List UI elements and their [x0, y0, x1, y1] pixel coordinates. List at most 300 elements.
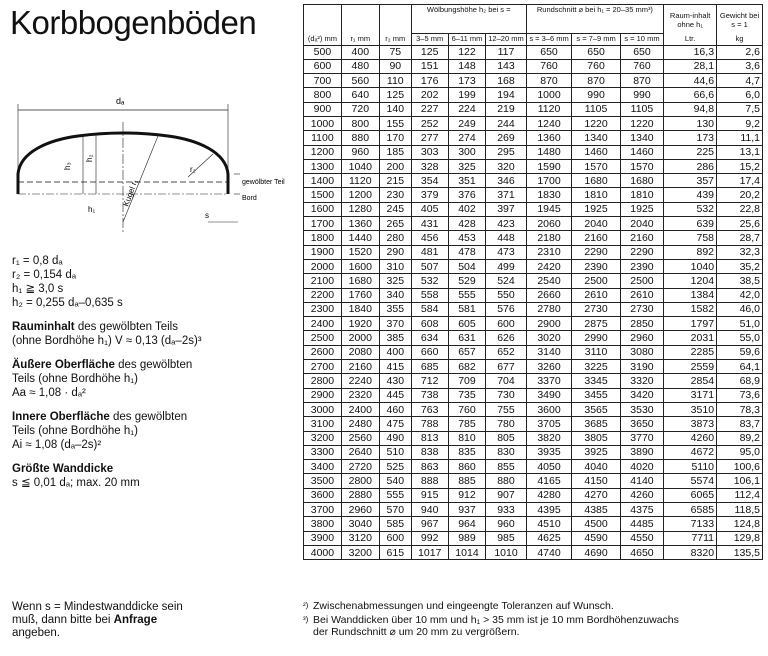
- table-cell: 13,1: [717, 145, 763, 159]
- table-cell: 117: [486, 45, 526, 59]
- table-row: [304, 288, 763, 302]
- table-cell: 431: [411, 217, 448, 231]
- table-cell: 448: [486, 231, 526, 245]
- header-r1: r₁ mm: [341, 5, 379, 46]
- table-cell: 677: [486, 360, 526, 374]
- table-cell: 1925: [620, 202, 664, 216]
- table-cell: 631: [448, 331, 486, 345]
- table-cell: 4740: [526, 545, 572, 559]
- table-row: [304, 460, 763, 474]
- header-rauminhalt-unit: Ltr.: [684, 34, 696, 43]
- table-cell: 173: [448, 74, 486, 88]
- table-cell: 2000: [304, 259, 342, 273]
- table-cell: 1000: [526, 88, 572, 102]
- table-cell: 83,7: [717, 417, 763, 431]
- table-cell: 660: [411, 345, 448, 359]
- formula-r2: r₂ = 0,154 dₐ: [12, 269, 77, 281]
- table-cell: 4625: [526, 531, 572, 545]
- innen-formula: Ai ≈ 1,08 (dₐ–2s)²: [12, 439, 102, 451]
- r2-label: r₂: [190, 165, 196, 174]
- table-cell: 2610: [572, 288, 620, 302]
- table-cell: 3190: [620, 360, 664, 374]
- table-cell: 122: [448, 45, 486, 59]
- table-cell: 3530: [620, 402, 664, 416]
- table-cell: 1040: [341, 159, 379, 173]
- table-cell: 4690: [572, 545, 620, 559]
- table-cell: 265: [379, 217, 411, 231]
- table-cell: 1460: [572, 145, 620, 159]
- table-cell: 785: [448, 417, 486, 431]
- table-cell: 810: [448, 431, 486, 445]
- table-cell: 4,7: [717, 74, 763, 88]
- table-cell: 3935: [526, 445, 572, 459]
- table-cell: 634: [411, 331, 448, 345]
- table-row: [304, 402, 763, 416]
- table-row: [304, 102, 763, 116]
- table-cell: 1680: [341, 274, 379, 288]
- table-cell: 245: [379, 202, 411, 216]
- table-cell: 560: [341, 74, 379, 88]
- table-cell: 657: [448, 345, 486, 359]
- gewoelbt-label: gewölbter Teil: [242, 179, 285, 186]
- table-cell: 3565: [572, 402, 620, 416]
- table-cell: 1460: [620, 145, 664, 159]
- table-cell: 3700: [304, 503, 342, 517]
- table-cell: 3510: [664, 402, 717, 416]
- table-cell: 125: [411, 45, 448, 59]
- table-cell: 1900: [304, 245, 342, 259]
- table-cell: 682: [448, 360, 486, 374]
- table-row: [304, 474, 763, 488]
- footnote-3-line2: der Rundschnitt ⌀ um 20 mm zu vergrößern.: [313, 626, 520, 638]
- table-cell: 2290: [572, 245, 620, 259]
- table-cell: 529: [448, 274, 486, 288]
- table-cell: 2559: [664, 360, 717, 374]
- table-cell: 66,6: [664, 88, 717, 102]
- table-cell: 17,4: [717, 174, 763, 188]
- table-cell: 1700: [526, 174, 572, 188]
- table-cell: 2854: [664, 374, 717, 388]
- table-cell: 2990: [572, 331, 620, 345]
- table-cell: 525: [379, 460, 411, 474]
- table-cell: 225: [664, 145, 717, 159]
- table-cell: 2800: [304, 374, 342, 388]
- table-cell: 650: [572, 45, 620, 59]
- s-label: s: [205, 211, 209, 220]
- table-row: [304, 331, 763, 345]
- header-rs1: s = 3–6 mm: [526, 34, 572, 46]
- table-cell: 2310: [526, 245, 572, 259]
- table-cell: 2780: [526, 302, 572, 316]
- table-cell: 94,8: [664, 102, 717, 116]
- table-row: [304, 145, 763, 159]
- table-cell: 3420: [620, 388, 664, 402]
- table-cell: 550: [486, 288, 526, 302]
- table-body: [304, 45, 763, 560]
- table-cell: 2960: [620, 331, 664, 345]
- table-cell: 2500: [572, 274, 620, 288]
- table-cell: 2,6: [717, 45, 763, 59]
- table-cell: 3200: [304, 431, 342, 445]
- table-row: [304, 188, 763, 202]
- table-row: [304, 159, 763, 173]
- table-row: [304, 531, 763, 545]
- table-cell: 838: [411, 445, 448, 459]
- table-cell: 4020: [620, 460, 664, 474]
- table-cell: 3320: [620, 374, 664, 388]
- table-cell: 4385: [572, 503, 620, 517]
- table-cell: 2880: [341, 488, 379, 502]
- table-cell: 3800: [304, 517, 342, 531]
- rauminhalt-bold: Rauminhalt: [12, 321, 75, 333]
- aussen-line2: Teils (ohne Bordhöhe h₁): [12, 373, 138, 385]
- table-cell: 570: [379, 503, 411, 517]
- table-cell: 3345: [572, 374, 620, 388]
- table-cell: 1120: [526, 102, 572, 116]
- footnote-2-mark: ²): [303, 601, 309, 610]
- table-cell: 3900: [304, 531, 342, 545]
- header-gewicht: [717, 5, 763, 46]
- table-cell: 555: [448, 288, 486, 302]
- table-cell: 915: [411, 488, 448, 502]
- table-cell: 112,4: [717, 488, 763, 502]
- table-cell: 2560: [341, 431, 379, 445]
- table-cell: 2400: [341, 402, 379, 416]
- table-cell: 445: [379, 388, 411, 402]
- table-cell: 605: [448, 317, 486, 331]
- table-cell: 500: [304, 45, 342, 59]
- table-cell: 4590: [572, 531, 620, 545]
- table-cell: 1400: [304, 174, 342, 188]
- table-cell: 4672: [664, 445, 717, 459]
- table-cell: 430: [379, 374, 411, 388]
- table-cell: 423: [486, 217, 526, 231]
- table-cell: 129,8: [717, 531, 763, 545]
- table-cell: 100,6: [717, 460, 763, 474]
- table-cell: 1600: [341, 259, 379, 273]
- formula-h1: h₁ ≧ 3,0 s: [12, 283, 64, 295]
- table-cell: 720: [341, 102, 379, 116]
- table-cell: 3100: [304, 417, 342, 431]
- table-cell: 600: [379, 531, 411, 545]
- footnote-3-line1: Bei Wanddicken über 10 mm und h₁ > 35 mm ist je 10 mm Bordhöhenzuwachs: [313, 613, 679, 626]
- table-cell: 1920: [341, 317, 379, 331]
- table-cell: 155: [379, 116, 411, 130]
- header-gewicht-label: Gewicht bei s = 1: [719, 11, 760, 29]
- table-cell: 168: [486, 74, 526, 88]
- table-cell: 75: [379, 45, 411, 59]
- table-cell: 830: [486, 445, 526, 459]
- table-cell: 300: [448, 145, 486, 159]
- table-cell: 1220: [620, 116, 664, 130]
- header-wh2: 6–11 mm: [448, 34, 486, 46]
- table-row: [304, 488, 763, 502]
- table-cell: 310: [379, 259, 411, 273]
- note-mindestwanddicke: [12, 601, 242, 640]
- table-cell: 148: [448, 59, 486, 73]
- table-cell: 2031: [664, 331, 717, 345]
- table-cell: 4150: [572, 474, 620, 488]
- table-cell: 4395: [526, 503, 572, 517]
- table-cell: 402: [448, 202, 486, 216]
- table-cell: 2180: [526, 231, 572, 245]
- r1-label: Kugel r₁: [121, 178, 140, 208]
- table-cell: 1500: [304, 188, 342, 202]
- table-cell: 558: [411, 288, 448, 302]
- table-cell: 274: [448, 131, 486, 145]
- table-cell: 2600: [304, 345, 342, 359]
- table-cell: 2040: [620, 217, 664, 231]
- table-cell: 32,3: [717, 245, 763, 259]
- table-cell: 376: [448, 188, 486, 202]
- innen-heading: [12, 410, 302, 424]
- table-cell: 170: [379, 131, 411, 145]
- table-cell: 405: [411, 202, 448, 216]
- table-cell: 95,0: [717, 445, 763, 459]
- table-cell: 1340: [620, 131, 664, 145]
- table-cell: 600: [486, 317, 526, 331]
- table-cell: 3,6: [717, 59, 763, 73]
- table-cell: 456: [411, 231, 448, 245]
- table-cell: 2240: [341, 374, 379, 388]
- table-cell: 473: [486, 245, 526, 259]
- footnote-3-text: [313, 614, 679, 639]
- table-cell: 51,0: [717, 317, 763, 331]
- table-cell: 870: [572, 74, 620, 88]
- table-cell: 576: [486, 302, 526, 316]
- table-cell: 1240: [526, 116, 572, 130]
- table-cell: 1582: [664, 302, 717, 316]
- table-cell: 1200: [304, 145, 342, 159]
- table-cell: 3490: [526, 388, 572, 402]
- header-r2: r₂ mm: [379, 5, 411, 46]
- table-cell: 199: [448, 88, 486, 102]
- table-cell: 351: [448, 174, 486, 188]
- table-cell: 652: [486, 345, 526, 359]
- table-cell: 46,0: [717, 302, 763, 316]
- table-cell: 532: [411, 274, 448, 288]
- table-cell: 200: [379, 159, 411, 173]
- table-cell: 738: [411, 388, 448, 402]
- table-cell: 510: [379, 445, 411, 459]
- table-cell: 892: [664, 245, 717, 259]
- table-cell: 219: [486, 102, 526, 116]
- table-cell: 885: [448, 474, 486, 488]
- table-cell: 2285: [664, 345, 717, 359]
- table-cell: 584: [411, 302, 448, 316]
- table-cell: 1520: [341, 245, 379, 259]
- table-cell: 28,1: [664, 59, 717, 73]
- table-cell: 135,5: [717, 545, 763, 559]
- table-cell: 1797: [664, 317, 717, 331]
- table-cell: 11,1: [717, 131, 763, 145]
- table-cell: 2300: [304, 302, 342, 316]
- table-cell: 475: [379, 417, 411, 431]
- table-row: [304, 231, 763, 245]
- table-cell: 244: [486, 116, 526, 130]
- table-cell: 2100: [304, 274, 342, 288]
- table-cell: 990: [572, 88, 620, 102]
- header-wh1: 3–5 mm: [411, 34, 448, 46]
- table-cell: 16,3: [664, 45, 717, 59]
- table-cell: 685: [411, 360, 448, 374]
- table-cell: 532: [664, 202, 717, 216]
- table-cell: 709: [448, 374, 486, 388]
- table-row: [304, 374, 763, 388]
- table-cell: 940: [411, 503, 448, 517]
- table-cell: 340: [379, 288, 411, 302]
- table-cell: 215: [379, 174, 411, 188]
- table-cell: 870: [526, 74, 572, 88]
- header-rauminhalt-label: Raum-inhalt ohne h₁: [669, 11, 711, 29]
- table-cell: 700: [304, 74, 342, 88]
- table-row: [304, 274, 763, 288]
- note-line1: Wenn s = Mindestwanddicke sein: [12, 601, 183, 613]
- wanddicke-heading: Größte Wanddicke: [12, 463, 114, 475]
- footnote-3-mark: ³): [303, 614, 309, 624]
- table-cell: 2660: [526, 288, 572, 302]
- table-cell: 68,9: [717, 374, 763, 388]
- table-cell: 110: [379, 74, 411, 88]
- table-row: [304, 417, 763, 431]
- table-cell: 4050: [526, 460, 572, 474]
- table-cell: 499: [486, 259, 526, 273]
- aussen-formula: Aa ≈ 1,08 · dₐ²: [12, 387, 86, 399]
- table-cell: 992: [411, 531, 448, 545]
- table-cell: 2500: [620, 274, 664, 288]
- table-cell: 269: [486, 131, 526, 145]
- table-cell: 760: [572, 59, 620, 73]
- table-cell: 3890: [620, 445, 664, 459]
- table-cell: 2610: [620, 288, 664, 302]
- dimension-table: [303, 4, 763, 560]
- table-cell: 194: [486, 88, 526, 102]
- formula-block: [12, 254, 302, 490]
- header-rundschnitt: Rundschnitt ⌀ bei h₁ = 20–35 mm³): [526, 5, 664, 34]
- table-cell: 4000: [304, 545, 342, 559]
- table-cell: 900: [304, 102, 342, 116]
- table-cell: 1340: [572, 131, 620, 145]
- table-cell: 1590: [526, 159, 572, 173]
- table-row: [304, 302, 763, 316]
- table-cell: 1810: [572, 188, 620, 202]
- table-row: [304, 88, 763, 102]
- rauminhalt-formula: (ohne Bordhöhe h₁) V ≈ 0,13 (dₐ–2s)³: [12, 335, 202, 347]
- table-cell: 303: [411, 145, 448, 159]
- table-cell: 1480: [526, 145, 572, 159]
- table-cell: 800: [341, 116, 379, 130]
- table-cell: 755: [486, 402, 526, 416]
- table-cell: 38,5: [717, 274, 763, 288]
- table-cell: 1220: [572, 116, 620, 130]
- aussen-bold: Äußere Oberfläche: [12, 359, 115, 371]
- header-wh3: 12–20 mm: [486, 34, 526, 46]
- table-cell: 2390: [572, 259, 620, 273]
- table-cell: 507: [411, 259, 448, 273]
- table-cell: 813: [411, 431, 448, 445]
- table-cell: 581: [448, 302, 486, 316]
- table-cell: 35,2: [717, 259, 763, 273]
- wanddicke-formula: s ≦ 0,01 dₐ; max. 20 mm: [12, 477, 140, 489]
- table-cell: 1700: [304, 217, 342, 231]
- table-cell: 524: [486, 274, 526, 288]
- table-cell: 3805: [572, 431, 620, 445]
- table-cell: 1945: [526, 202, 572, 216]
- header-woelbungshoehe: Wölbungshöhe h₂ bei s =: [411, 5, 526, 34]
- page-title: Korbbogenböden: [10, 4, 257, 41]
- table-cell: 439: [664, 188, 717, 202]
- table-cell: 173: [664, 131, 717, 145]
- table-row: [304, 116, 763, 130]
- table-cell: 1100: [304, 131, 342, 145]
- table-cell: 735: [448, 388, 486, 402]
- innen-bold: Innere Oberfläche: [12, 411, 110, 423]
- table-cell: 1925: [572, 202, 620, 216]
- note-line2: [12, 614, 242, 627]
- table-row: [304, 74, 763, 88]
- table-cell: 1570: [572, 159, 620, 173]
- table-cell: 1300: [304, 159, 342, 173]
- table-cell: 5110: [664, 460, 717, 474]
- table-cell: 9,2: [717, 116, 763, 130]
- table-cell: 1840: [341, 302, 379, 316]
- table-cell: 227: [411, 102, 448, 116]
- table-cell: 3171: [664, 388, 717, 402]
- table-cell: 125: [379, 88, 411, 102]
- table-cell: 1680: [620, 174, 664, 188]
- table-cell: 355: [379, 302, 411, 316]
- table-cell: 639: [664, 217, 717, 231]
- table-cell: 118,5: [717, 503, 763, 517]
- table-row: [304, 45, 763, 59]
- aussen-heading: [12, 358, 302, 372]
- table-cell: 1800: [304, 231, 342, 245]
- table-cell: 7,5: [717, 102, 763, 116]
- table-cell: 760: [448, 402, 486, 416]
- table-cell: 415: [379, 360, 411, 374]
- footnote-2: [303, 600, 763, 613]
- table-cell: 880: [486, 474, 526, 488]
- table-cell: 3685: [572, 417, 620, 431]
- table-row: [304, 59, 763, 73]
- table-cell: 2850: [620, 317, 664, 331]
- table-cell: 1000: [304, 116, 342, 130]
- table-cell: 2000: [341, 331, 379, 345]
- table-cell: 325: [379, 274, 411, 288]
- table-cell: 1204: [664, 274, 717, 288]
- table-cell: 42,0: [717, 288, 763, 302]
- table-cell: 397: [486, 202, 526, 216]
- table-cell: 290: [379, 245, 411, 259]
- table-cell: 758: [664, 231, 717, 245]
- table-cell: 15,2: [717, 159, 763, 173]
- footnote-2-text: Zwischenabmessungen und eingeengte Toleranzen auf Wunsch.: [313, 600, 614, 612]
- table-cell: 933: [486, 503, 526, 517]
- table-cell: 3370: [526, 374, 572, 388]
- table-cell: 2160: [341, 360, 379, 374]
- table-row: [304, 388, 763, 402]
- aussen-rest: des gewölbten: [114, 359, 193, 371]
- table-cell: 1040: [664, 259, 717, 273]
- table-row: [304, 317, 763, 331]
- table-cell: 990: [620, 88, 664, 102]
- table-cell: 1200: [341, 188, 379, 202]
- table-cell: 1017: [411, 545, 448, 559]
- table-cell: 880: [341, 131, 379, 145]
- rauminhalt-heading: [12, 320, 302, 334]
- table-cell: 2160: [620, 231, 664, 245]
- table-cell: 64,1: [717, 360, 763, 374]
